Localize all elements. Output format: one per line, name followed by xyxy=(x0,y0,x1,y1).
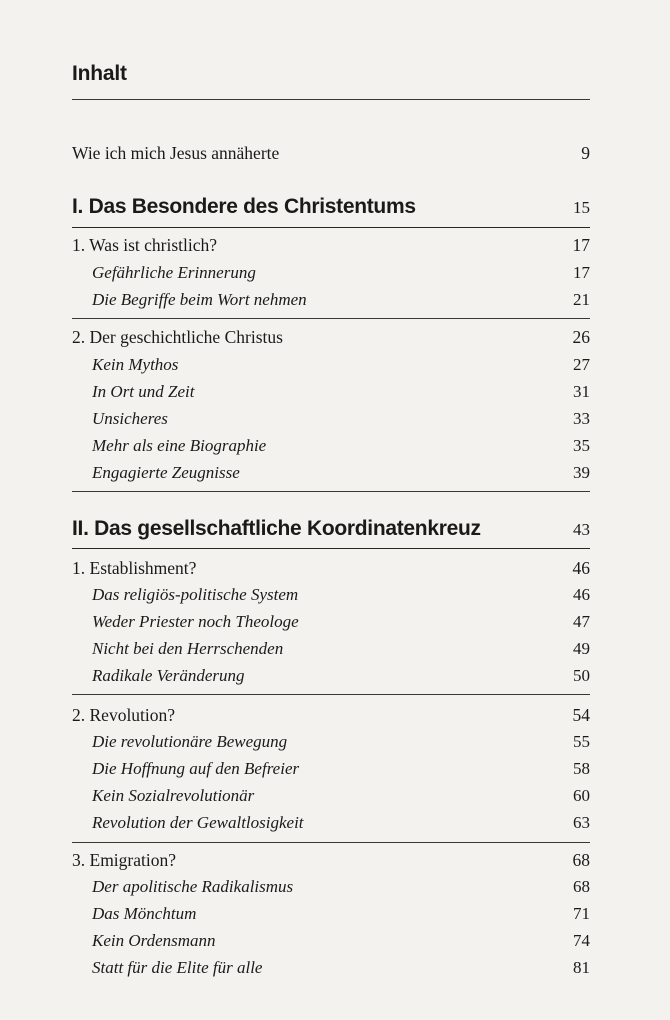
chapter-title: 1. Establishment? xyxy=(72,558,197,578)
section-title: Die Begriffe beim Wort nehmen xyxy=(92,290,307,309)
section-entry[interactable] xyxy=(72,732,590,752)
section-title: Mehr als eine Biographie xyxy=(92,436,267,455)
section-page: 63 xyxy=(573,813,590,832)
section-title: In Ort und Zeit xyxy=(92,382,195,401)
page-title xyxy=(72,62,590,86)
section-title: Das religiös-politische System xyxy=(92,585,299,604)
section-entry[interactable] xyxy=(72,877,590,897)
divider xyxy=(72,318,590,319)
part-title: II. Das gesellschaftliche Koordinatenkreuz xyxy=(72,517,481,540)
chapter-page: 26 xyxy=(572,327,590,347)
section-page: 49 xyxy=(573,639,590,658)
section-entry[interactable] xyxy=(72,958,590,978)
divider xyxy=(72,548,590,549)
section-page: 21 xyxy=(573,290,590,309)
section-entry[interactable] xyxy=(72,639,590,659)
section-page: 27 xyxy=(573,355,590,374)
chapter-page: 17 xyxy=(572,235,590,255)
part-title: I. Das Besondere des Christentums xyxy=(72,195,416,218)
section-page: 47 xyxy=(573,612,590,631)
divider xyxy=(72,842,590,843)
section-title: Kein Mythos xyxy=(92,355,179,374)
section-title: Der apolitische Radikalismus xyxy=(92,877,294,896)
section-title: Nicht bei den Herrschenden xyxy=(92,639,284,658)
section-page: 35 xyxy=(573,436,590,455)
section-title: Engagierte Zeugnisse xyxy=(92,463,240,482)
section-entry[interactable] xyxy=(72,409,590,429)
toc-heading: Inhalt xyxy=(72,62,127,85)
section-page: 31 xyxy=(573,382,590,401)
chapter-title: 2. Revolution? xyxy=(72,705,176,725)
section-page: 17 xyxy=(573,263,590,282)
chapter-entry[interactable] xyxy=(72,558,590,579)
section-page: 71 xyxy=(573,904,590,923)
chapter-title: 3. Emigration? xyxy=(72,850,177,870)
section-entry[interactable] xyxy=(72,612,590,632)
divider xyxy=(72,227,590,228)
section-title: Gefährliche Erinnerung xyxy=(92,263,256,282)
section-page: 33 xyxy=(573,409,590,428)
section-entry[interactable] xyxy=(72,931,590,951)
section-entry[interactable] xyxy=(72,355,590,375)
section-page: 39 xyxy=(573,463,590,482)
intro-page: 9 xyxy=(581,143,590,163)
section-entry[interactable] xyxy=(72,290,590,310)
section-entry[interactable] xyxy=(72,263,590,283)
section-page: 46 xyxy=(573,585,590,604)
intro-title: Wie ich mich Jesus annäherte xyxy=(72,143,280,163)
section-entry[interactable] xyxy=(72,382,590,402)
part-entry[interactable] xyxy=(72,517,590,541)
section-entry[interactable] xyxy=(72,585,590,605)
chapter-entry[interactable] xyxy=(72,705,590,726)
chapter-page: 68 xyxy=(572,850,590,870)
divider xyxy=(72,694,590,695)
chapter-page: 46 xyxy=(572,558,590,578)
section-title: Kein Sozialrevolutionär xyxy=(92,786,255,805)
chapter-title: 2. Der geschichtliche Christus xyxy=(72,327,283,347)
section-title: Statt für die Elite für alle xyxy=(92,958,263,977)
section-page: 81 xyxy=(573,958,590,977)
divider xyxy=(72,491,590,492)
section-title: Unsicheres xyxy=(92,409,168,428)
section-page: 74 xyxy=(573,931,590,950)
part-page: 15 xyxy=(573,198,590,217)
section-entry[interactable] xyxy=(72,813,590,833)
section-title: Revolution der Gewaltlosigkeit xyxy=(92,813,304,832)
chapter-page: 54 xyxy=(572,705,590,725)
chapter-title: 1. Was ist christlich? xyxy=(72,235,218,255)
section-entry[interactable] xyxy=(72,436,590,456)
chapter-entry[interactable] xyxy=(72,327,590,348)
section-title: Das Mönchtum xyxy=(92,904,197,923)
section-page: 50 xyxy=(573,666,590,685)
section-entry[interactable] xyxy=(72,759,590,779)
intro-entry[interactable] xyxy=(72,143,590,164)
section-entry[interactable] xyxy=(72,786,590,806)
section-page: 60 xyxy=(573,786,590,805)
part-page: 43 xyxy=(573,520,590,539)
section-title: Die revolutionäre Bewegung xyxy=(92,732,288,751)
chapter-entry[interactable] xyxy=(72,235,590,256)
section-page: 68 xyxy=(573,877,590,896)
section-page: 55 xyxy=(573,732,590,751)
chapter-entry[interactable] xyxy=(72,850,590,871)
divider xyxy=(72,99,590,100)
part-entry[interactable] xyxy=(72,195,590,219)
section-title: Die Hoffnung auf den Befreier xyxy=(92,759,300,778)
section-page: 58 xyxy=(573,759,590,778)
section-title: Weder Priester noch Theologe xyxy=(92,612,299,631)
section-entry[interactable] xyxy=(72,463,590,483)
section-entry[interactable] xyxy=(72,904,590,924)
section-title: Radikale Veränderung xyxy=(92,666,245,685)
section-title: Kein Ordensmann xyxy=(92,931,216,950)
section-entry[interactable] xyxy=(72,666,590,686)
